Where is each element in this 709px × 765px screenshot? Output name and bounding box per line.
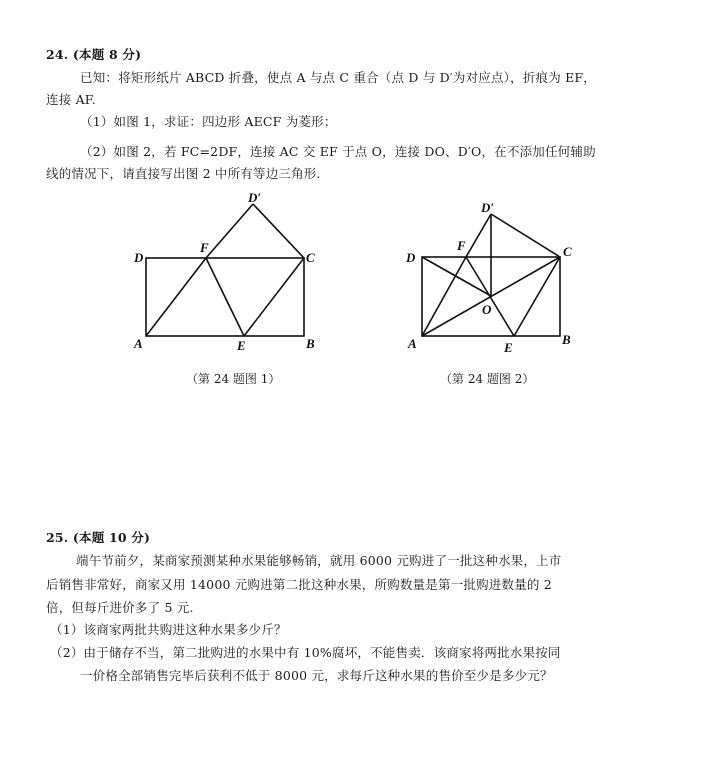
figure-2-svg — [398, 190, 598, 360]
q24-line-1: 已知：将矩形纸片 ABCD 折叠，使点 A 与点 C 重合（点 D 与 D′为对应点），折痕为 EF， — [80, 70, 596, 85]
seg-fe — [206, 258, 244, 336]
figure-2-caption: （第 24 题图 2） — [440, 372, 535, 386]
figure-1-caption: （第 24 题图 1） — [186, 372, 281, 386]
q24-line-2: 连接 AF. — [46, 92, 96, 107]
label-dprime-2: D′ — [481, 200, 495, 215]
q25-part1: （1）该商家两批共购进这种水果多少斤？ — [50, 622, 287, 637]
label-e-2: E — [504, 340, 513, 355]
label-dprime: D′ — [248, 190, 262, 205]
q25-line-2: 后销售非常好，商家又用 14000 元购进第二批这种水果，所购数量是第一批购进数量的 2 — [46, 577, 552, 592]
label-a: A — [134, 336, 143, 351]
label-d-2: D — [406, 250, 416, 265]
seg-fdp-2 — [466, 214, 491, 257]
q24-line-5: 线的情况下，请直接写出图 2 中所有等边三角形. — [46, 166, 321, 181]
seg-ec-2 — [514, 257, 560, 336]
label-a-2: A — [408, 336, 417, 351]
seg-do-2 — [422, 257, 491, 296]
seg-af — [146, 258, 206, 336]
figure-1-svg — [120, 190, 330, 360]
label-b-2: B — [562, 332, 571, 347]
label-f-2: F — [457, 238, 466, 253]
label-f: F — [200, 240, 209, 255]
q25-line-6: 一价格全部销售完毕后获利不低于 8000 元，求每斤这种水果的售价至少是多少元？ — [80, 668, 553, 683]
q24-part1: （1）如图 1，求证：四边形 AECF 为菱形； — [80, 114, 337, 129]
q25-header: 25. (本题 10 分) — [46, 530, 151, 545]
q24-part2: （2）如图 2，若 FC=2DF，连接 AC 交 EF 于点 O，连接 DO、D′O，在不添加任何辅助 — [80, 144, 596, 159]
label-c-2: C — [563, 244, 572, 259]
q25-part2: （2）由于储存不当，第二批购进的水果中有 10%腐坏，不能售卖．该商家将两批水果按同 — [50, 645, 561, 660]
seg-dpc — [253, 204, 304, 258]
q25-line-1: 端午节前夕，某商家预测某种水果能够畅销，就用 6000 元购进了一批这种水果，上市 — [76, 553, 562, 568]
label-b: B — [306, 336, 315, 351]
label-o-2: O — [482, 302, 492, 317]
seg-dpc-2 — [491, 214, 560, 257]
label-c: C — [306, 250, 315, 265]
seg-fdp — [206, 204, 253, 258]
q25-line-3: 倍，但每斤进价多了 5 元. — [46, 600, 194, 615]
figure-1 — [120, 190, 330, 364]
label-e: E — [237, 338, 246, 353]
label-d: D — [134, 250, 144, 265]
q24-header: 24. (本题 8 分) — [46, 47, 142, 62]
seg-ec — [244, 258, 304, 336]
figure-2 — [398, 190, 598, 364]
